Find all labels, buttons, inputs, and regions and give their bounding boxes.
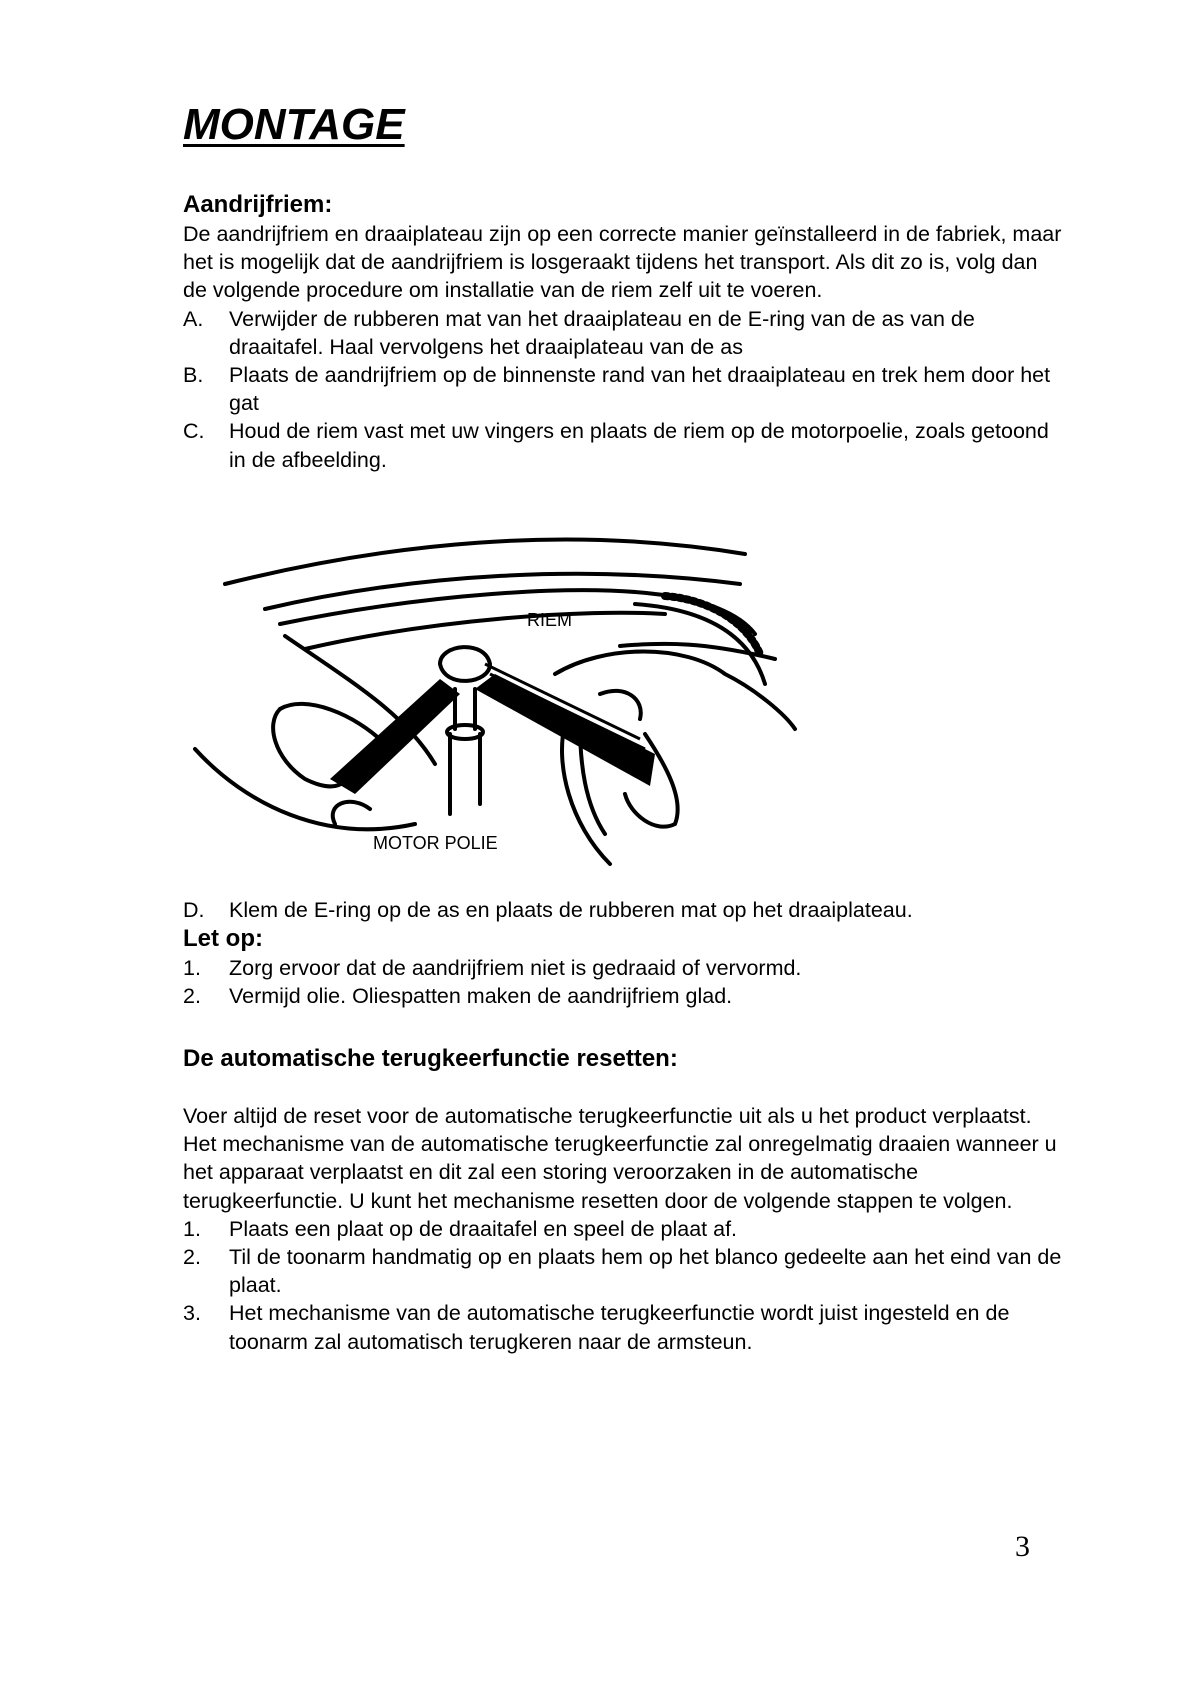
list-marker: D. bbox=[183, 898, 205, 922]
list-text: Til de toonarm handmatig op en plaats hem op het blanco gedeelte aan het eind van de plaat. bbox=[229, 1245, 1062, 1298]
note-list bbox=[183, 954, 1063, 1010]
reset-steps bbox=[183, 1215, 1063, 1356]
list-marker: A. bbox=[183, 306, 204, 331]
list-text: Zorg ervoor dat de aandrijfriem niet is gedraaid of vervormd. bbox=[229, 956, 802, 981]
list-marker: 2. bbox=[183, 984, 201, 1009]
reset-section bbox=[183, 1044, 1063, 1356]
belt-intro: De aandrijfriem en draaiplateau zijn op een correcte manier geïnstalleerd in de fabriek, maar het is mogelijk dat de aandrijfriem is losgeraakt tijdens het transport. Als dit zo is, volg dan de volgende procedure om installatie van de riem zelf uit te voeren. bbox=[183, 222, 1062, 303]
list-text: Plaats de aandrijfriem op de binnenste rand van het draaiplateau en trek hem door het gat bbox=[229, 363, 1051, 416]
list-text: Klem de E-ring op de as en plaats de rubberen mat op het draaiplateau. bbox=[229, 898, 913, 922]
page-number: 3 bbox=[1015, 1530, 1030, 1563]
list-text: Het mechanisme van de automatische terugkeerfunctie wordt juist ingesteld en de toonarm zal automatisch terugkeren naar de armsteun. bbox=[229, 1301, 1010, 1354]
list-marker: B. bbox=[183, 363, 204, 388]
list-item bbox=[183, 1299, 1063, 1355]
list-marker: 1. bbox=[183, 956, 201, 981]
list-item bbox=[183, 361, 1063, 417]
list-text: Vermijd olie. Oliespatten maken de aandrijfriem glad. bbox=[229, 984, 733, 1009]
list-item bbox=[183, 982, 1063, 1010]
belt-illustration-drawing bbox=[185, 524, 815, 869]
list-text: Verwijder de rubberen mat van het draaiplateau en de E-ring van de as van de draaitafel. Haal vervolgens het draaiplateau van de as bbox=[229, 306, 975, 359]
reset-heading: De automatische terugkeerfunctie resetten: bbox=[183, 1045, 678, 1072]
list-text: Houd de riem vast met uw vingers en plaats de riem op de motorpoelie, zoals getoond in de afbeelding. bbox=[229, 419, 1049, 472]
belt-installation-illustration bbox=[185, 524, 815, 869]
motor-pulley-label: MOTOR POLIE bbox=[373, 833, 498, 853]
list-marker: 2. bbox=[183, 1245, 201, 1270]
list-marker: C. bbox=[183, 419, 205, 444]
note-heading: Let op: bbox=[183, 925, 263, 953]
belt-steps bbox=[183, 305, 1063, 474]
final-step bbox=[183, 896, 1063, 924]
list-marker: 3. bbox=[183, 1301, 201, 1326]
belt-section bbox=[183, 190, 1063, 474]
list-item bbox=[183, 417, 1063, 473]
list-item bbox=[183, 1215, 1063, 1243]
list-text: Plaats een plaat op de draaitafel en speel de plaat af. bbox=[229, 1216, 738, 1241]
list-item bbox=[183, 305, 1063, 361]
belt-heading: Aandrijfriem: bbox=[183, 191, 333, 218]
list-marker: 1. bbox=[183, 1216, 201, 1241]
belt-label: RIEM bbox=[527, 610, 572, 630]
list-item bbox=[183, 1243, 1063, 1299]
page-title: MONTAGE bbox=[183, 100, 405, 149]
notes-section bbox=[183, 896, 1063, 1011]
list-item bbox=[183, 896, 1063, 924]
list-item bbox=[183, 954, 1063, 982]
reset-intro: Voer altijd de reset voor de automatische terugkeerfunctie uit als u het product verplaatst. Het mechanisme van de automatische terugkeerfunctie zal onregelmatig draaien wanneer u het apparaat verplaatst en dit zal een storing veroorzaken in de automatische terugkeerfunctie. U kunt het mechanisme resetten door de volgende stappen te volgen. bbox=[183, 1104, 1057, 1213]
